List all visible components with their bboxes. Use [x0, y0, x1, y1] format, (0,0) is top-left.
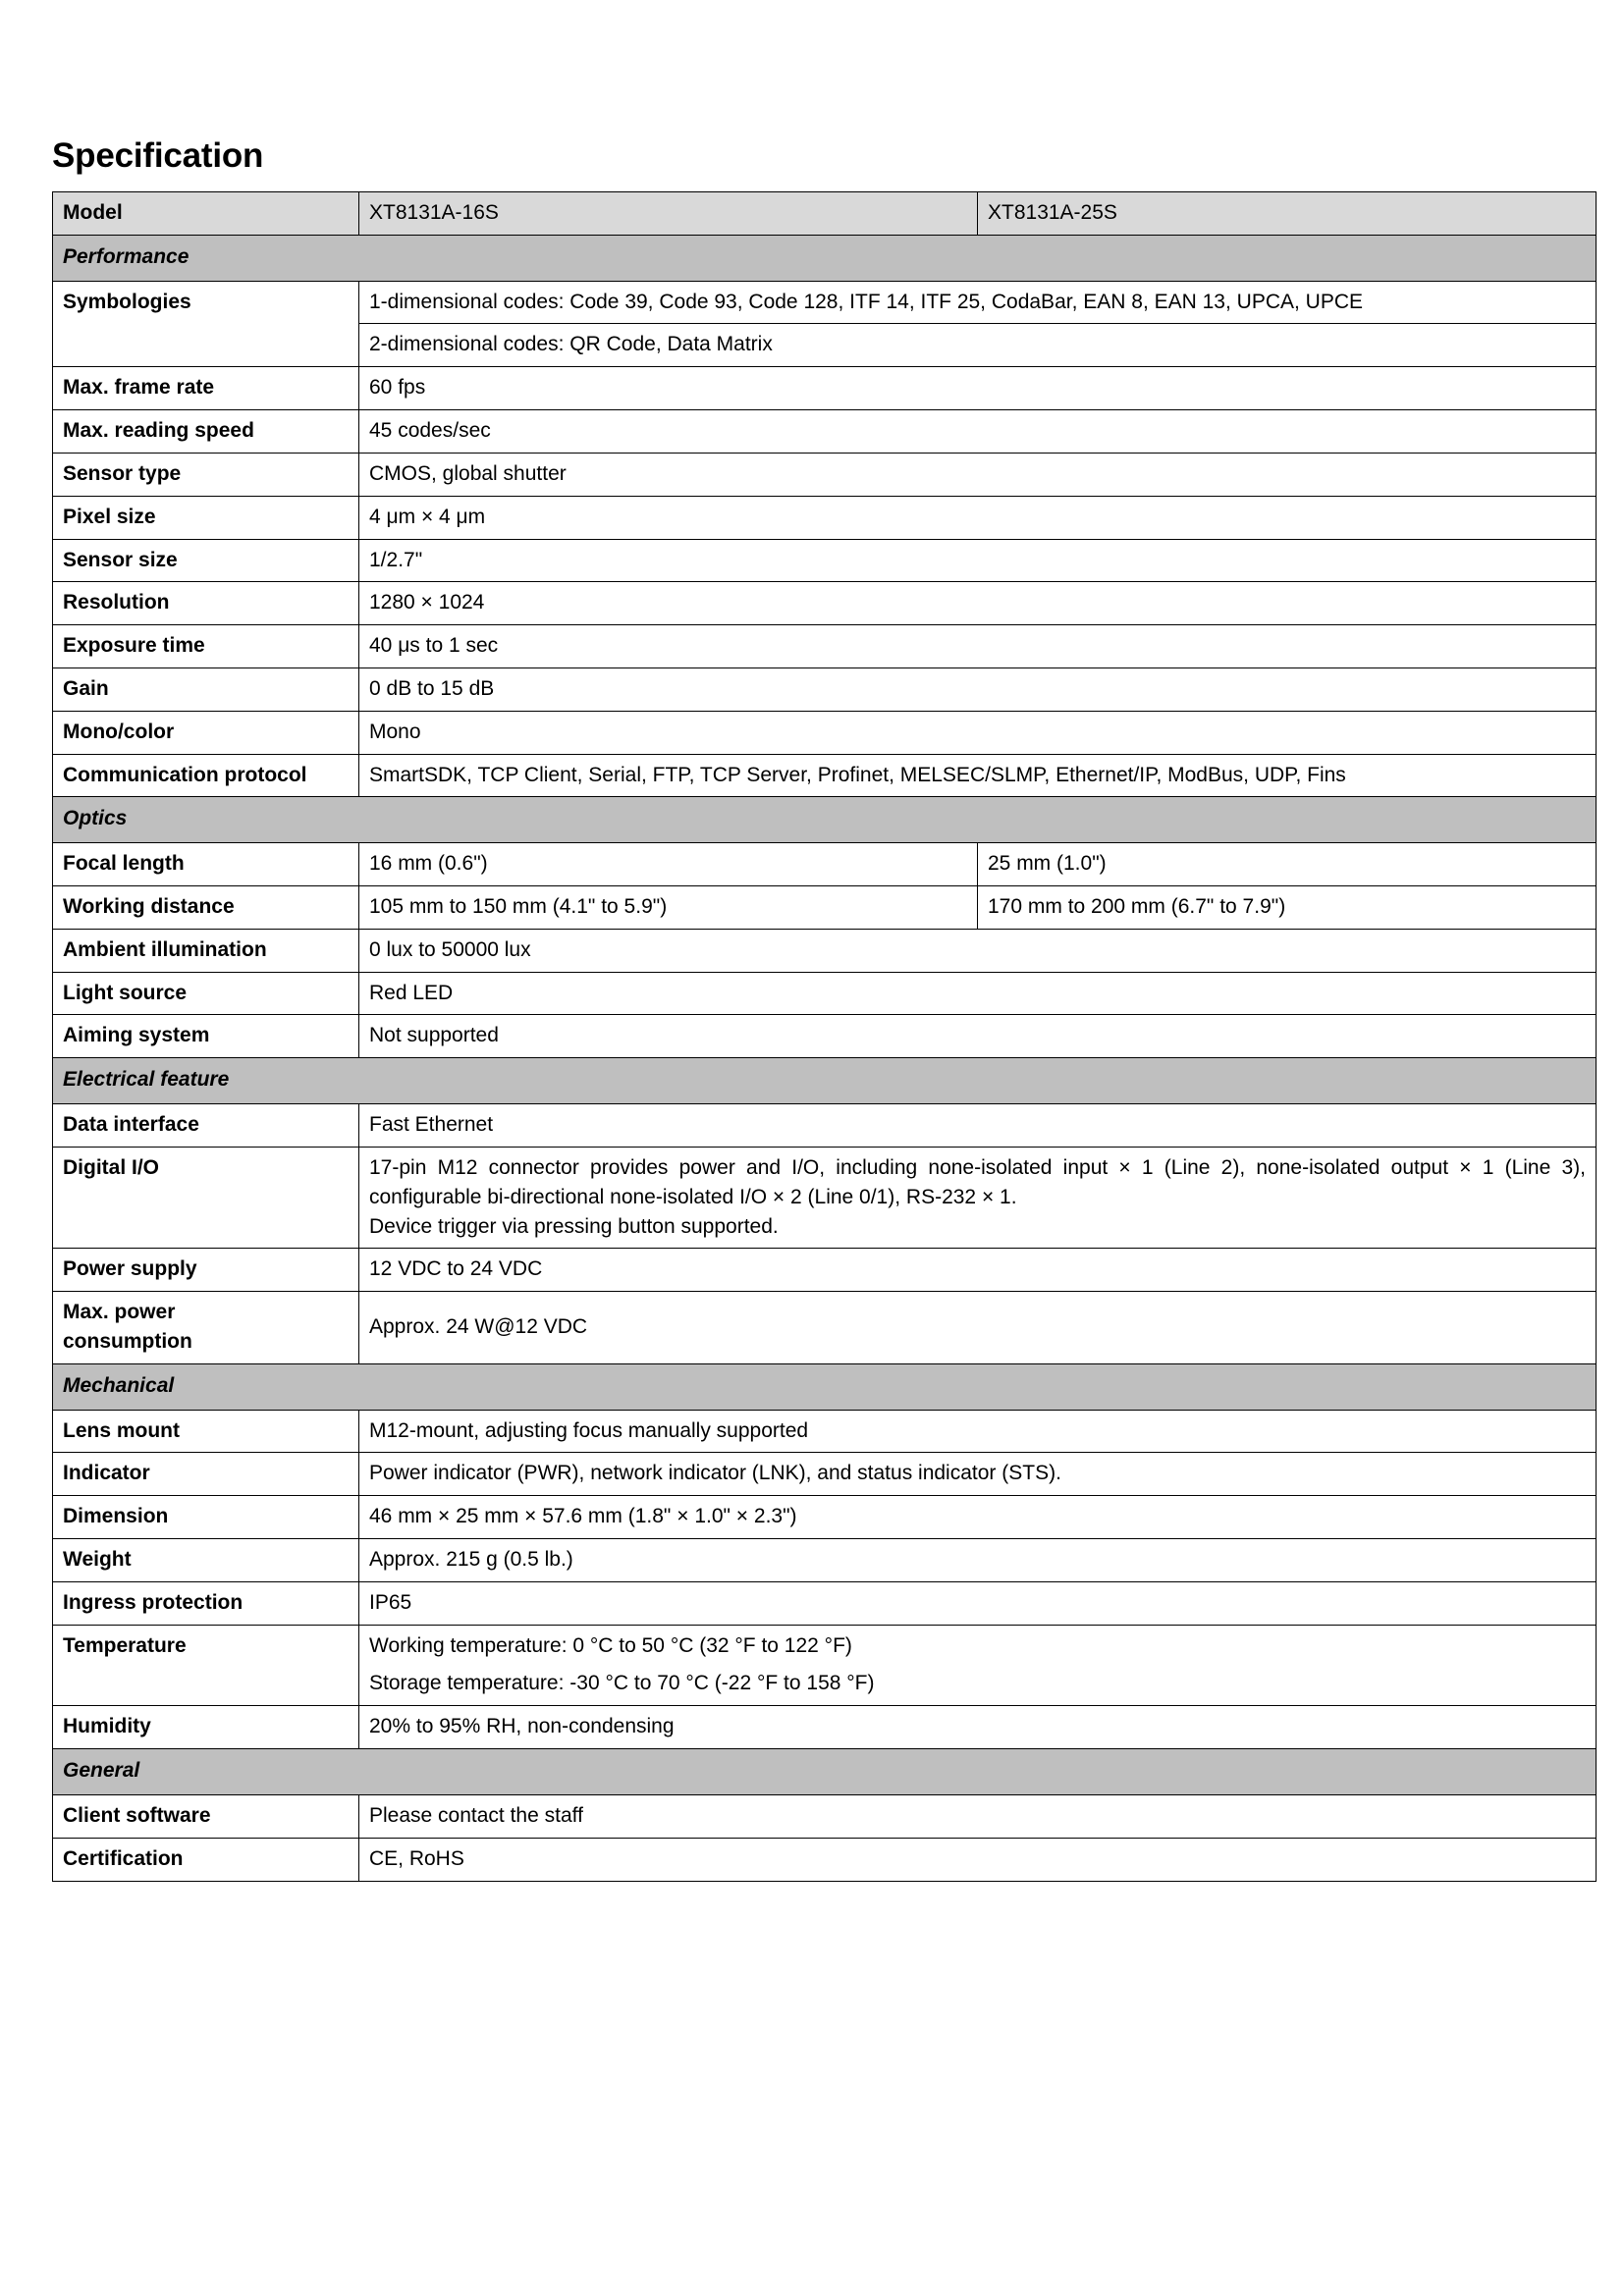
row-value-communication-protocol: SmartSDK, TCP Client, Serial, FTP, TCP Server, Profinet, MELSEC/SLMP, Ethernet/IP, ModBus, UDP, Fins	[359, 754, 1597, 797]
row-label-client-software: Client software	[53, 1794, 359, 1838]
table-row-gain	[53, 667, 1597, 711]
row-value-max-reading-speed: 45 codes/sec	[359, 410, 1597, 454]
row-label-power-supply: Power supply	[53, 1249, 359, 1292]
row-label-max-reading-speed: Max. reading speed	[53, 410, 359, 454]
table-row-exposure-time	[53, 625, 1597, 668]
table-row-client-software	[53, 1794, 1597, 1838]
row-value-power-supply: 12 VDC to 24 VDC	[359, 1249, 1597, 1292]
row-value-humidity: 20% to 95% RH, non-condensing	[359, 1706, 1597, 1749]
row-value-data-interface: Fast Ethernet	[359, 1104, 1597, 1148]
temperature-line-1: Working temperature: 0 °C to 50 °C (32 °F to 122 °F)	[369, 1633, 852, 1657]
symbologies-2d-value: 2-dimensional codes: QR Code, Data Matrix	[359, 324, 1597, 367]
symbologies-1d-value: 1-dimensional codes: Code 39, Code 93, Code 128, ITF 14, ITF 25, CodaBar, EAN 8, EAN 13, UPCA, UPCE	[359, 281, 1597, 324]
row-value-temperature	[359, 1625, 1597, 1706]
row-label-certification: Certification	[53, 1838, 359, 1881]
table-row-certification	[53, 1838, 1597, 1881]
section-header-mechanical	[53, 1363, 1597, 1410]
table-row-humidity	[53, 1706, 1597, 1749]
table-row-resolution	[53, 582, 1597, 625]
row-value-certification: CE, RoHS	[359, 1838, 1597, 1881]
row-value-sensor-size: 1/2.7"	[359, 539, 1597, 582]
section-header-performance	[53, 235, 1597, 281]
section-label-mechanical: Mechanical	[53, 1363, 1597, 1410]
row-label-working-distance: Working distance	[53, 886, 359, 930]
row-value-max-frame-rate: 60 fps	[359, 367, 1597, 410]
row-label-weight: Weight	[53, 1539, 359, 1582]
row-label-model: Model	[53, 192, 359, 236]
row-value-weight: Approx. 215 g (0.5 lb.)	[359, 1539, 1597, 1582]
table-row-working-distance	[53, 886, 1597, 930]
row-value-ingress-protection: IP65	[359, 1581, 1597, 1625]
row-label-sensor-size: Sensor size	[53, 539, 359, 582]
row-value-focal-length-16s: 16 mm (0.6")	[359, 843, 978, 886]
table-row-focal-length	[53, 843, 1597, 886]
row-label-sensor-type: Sensor type	[53, 453, 359, 496]
row-label-communication-protocol: Communication protocol	[53, 754, 359, 797]
row-label-resolution: Resolution	[53, 582, 359, 625]
table-row-data-interface	[53, 1104, 1597, 1148]
row-label-data-interface: Data interface	[53, 1104, 359, 1148]
row-label-ambient-illumination: Ambient illumination	[53, 929, 359, 972]
table-row-sensor-type	[53, 453, 1597, 496]
row-value-lens-mount: M12-mount, adjusting focus manually supported	[359, 1410, 1597, 1453]
row-value-focal-length-25s: 25 mm (1.0")	[978, 843, 1597, 886]
row-label-max-power-consumption	[53, 1292, 359, 1364]
row-label-focal-length: Focal length	[53, 843, 359, 886]
digital-io-line-1: 17-pin M12 connector provides power and I/O, including none-isolated input × 1 (Line 2), none-isolated output × 1 (Line 3), configurable bi-directional none-isolated I/O × 2 (Line 0/1), RS-232 × 1.	[369, 1155, 1586, 1208]
row-label-mono-color: Mono/color	[53, 711, 359, 754]
row-value-working-distance-25s: 170 mm to 200 mm (6.7" to 7.9")	[978, 886, 1597, 930]
row-label-digital-io: Digital I/O	[53, 1147, 359, 1248]
table-row-power-supply	[53, 1249, 1597, 1292]
table-row-temperature	[53, 1625, 1597, 1706]
page-title: Specification	[52, 136, 264, 176]
section-header-general	[53, 1749, 1597, 1795]
row-label-dimension: Dimension	[53, 1496, 359, 1539]
row-label-aiming-system: Aiming system	[53, 1015, 359, 1058]
model-value-25s: XT8131A-25S	[978, 192, 1597, 236]
digital-io-line-2: Device trigger via pressing button supported.	[369, 1214, 779, 1238]
specification-table	[52, 191, 1597, 1882]
section-label-general: General	[53, 1749, 1597, 1795]
row-label-lens-mount: Lens mount	[53, 1410, 359, 1453]
row-value-sensor-type: CMOS, global shutter	[359, 453, 1597, 496]
row-value-gain: 0 dB to 15 dB	[359, 667, 1597, 711]
row-value-resolution: 1280 × 1024	[359, 582, 1597, 625]
section-label-electrical-feature: Electrical feature	[53, 1058, 1597, 1104]
table-row-sensor-size	[53, 539, 1597, 582]
table-row-ambient-illumination	[53, 929, 1597, 972]
row-value-exposure-time: 40 μs to 1 sec	[359, 625, 1597, 668]
table-row-max-frame-rate	[53, 367, 1597, 410]
row-value-light-source: Red LED	[359, 972, 1597, 1015]
section-label-optics: Optics	[53, 797, 1597, 843]
row-label-max-frame-rate: Max. frame rate	[53, 367, 359, 410]
row-value-pixel-size: 4 μm × 4 μm	[359, 496, 1597, 539]
table-row-indicator	[53, 1453, 1597, 1496]
row-value-ambient-illumination: 0 lux to 50000 lux	[359, 929, 1597, 972]
row-value-dimension: 46 mm × 25 mm × 57.6 mm (1.8" × 1.0" × 2.3")	[359, 1496, 1597, 1539]
row-label-light-source: Light source	[53, 972, 359, 1015]
row-value-indicator: Power indicator (PWR), network indicator (LNK), and status indicator (STS).	[359, 1453, 1597, 1496]
row-label-ingress-protection: Ingress protection	[53, 1581, 359, 1625]
table-row-symbologies-1d	[53, 281, 1597, 324]
row-label-exposure-time: Exposure time	[53, 625, 359, 668]
table-row-pixel-size	[53, 496, 1597, 539]
row-label-symbologies: Symbologies	[53, 281, 359, 367]
section-label-performance: Performance	[53, 235, 1597, 281]
row-label-temperature: Temperature	[53, 1625, 359, 1706]
table-row-weight	[53, 1539, 1597, 1582]
table-row-digital-io	[53, 1147, 1597, 1248]
row-value-digital-io	[359, 1147, 1597, 1248]
row-value-working-distance-16s: 105 mm to 150 mm (4.1" to 5.9")	[359, 886, 978, 930]
table-row-ingress-protection	[53, 1581, 1597, 1625]
row-value-aiming-system: Not supported	[359, 1015, 1597, 1058]
row-value-mono-color: Mono	[359, 711, 1597, 754]
table-row-mono-color	[53, 711, 1597, 754]
max-power-consumption-label-text: Max. power consumption	[63, 1301, 192, 1353]
table-row-lens-mount	[53, 1410, 1597, 1453]
model-value-16s: XT8131A-16S	[359, 192, 978, 236]
table-row-model	[53, 192, 1597, 236]
row-label-gain: Gain	[53, 667, 359, 711]
row-value-max-power-consumption: Approx. 24 W@12 VDC	[359, 1292, 1597, 1364]
table-row-dimension	[53, 1496, 1597, 1539]
section-header-electrical-feature	[53, 1058, 1597, 1104]
table-row-aiming-system	[53, 1015, 1597, 1058]
row-label-humidity: Humidity	[53, 1706, 359, 1749]
row-label-pixel-size: Pixel size	[53, 496, 359, 539]
temperature-line-2: Storage temperature: -30 °C to 70 °C (-22 °F to 158 °F)	[369, 1672, 875, 1695]
section-header-optics	[53, 797, 1597, 843]
table-row-communication-protocol	[53, 754, 1597, 797]
row-label-indicator: Indicator	[53, 1453, 359, 1496]
table-row-light-source	[53, 972, 1597, 1015]
table-row-max-power-consumption	[53, 1292, 1597, 1364]
row-value-client-software: Please contact the staff	[359, 1794, 1597, 1838]
table-row-max-reading-speed	[53, 410, 1597, 454]
